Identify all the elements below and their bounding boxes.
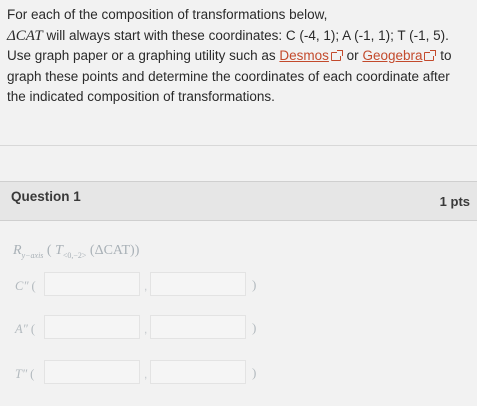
reflection-axis: y−axis [21, 250, 44, 260]
triangle-argument: (ΔCAT)) [89, 243, 140, 258]
question-header [0, 181, 477, 221]
or-text: or [342, 48, 363, 63]
question-title: Question 1 [11, 189, 81, 204]
translation-symbol: T [55, 243, 63, 258]
instructions [7, 5, 475, 108]
external-link-icon [424, 52, 434, 61]
to-text: to [436, 48, 452, 63]
close-paren: ) [252, 365, 257, 380]
answer-label-a: A″ ( [15, 322, 36, 336]
coordinates-text: will always start with these coordinates: C (-4, 1); A (-1, 1); T (-1, 5). [42, 27, 449, 43]
answer-row-t [0, 360, 477, 390]
a-x-input[interactable] [44, 315, 140, 339]
translation-vector: <0,−2> [62, 250, 87, 260]
instructions-line-1: For each of the composition of transformations below, [7, 7, 328, 22]
a-y-input[interactable] [150, 315, 246, 339]
section-divider [0, 145, 477, 146]
comma: , [144, 279, 148, 293]
c-x-input[interactable] [44, 272, 140, 296]
instructions-line-4: graph these points and determine the coordinates of each coordinate after [7, 68, 450, 84]
answer-row-c [0, 272, 477, 302]
instructions-line-2 [7, 26, 475, 47]
triangle-cat: ΔCAT [7, 27, 43, 44]
transformation-expression [13, 243, 139, 260]
answer-label-c: C″ ( [15, 279, 36, 293]
external-link-icon [331, 52, 341, 61]
comma: , [144, 322, 148, 336]
t-x-input[interactable] [44, 360, 140, 384]
close-paren: ) [252, 320, 257, 335]
open-paren: ( [46, 243, 52, 258]
graph-paper-text: Use graph paper or a graphing utility such as [7, 48, 280, 63]
answer-label-t: T″ ( [15, 367, 35, 381]
instructions-line-5: the indicated composition of transformations. [7, 89, 275, 104]
comma: , [144, 367, 148, 381]
geogebra-link[interactable]: Geogebra [362, 48, 423, 63]
desmos-link[interactable]: Desmos [279, 48, 329, 63]
c-y-input[interactable] [150, 272, 246, 296]
close-paren: ) [252, 277, 257, 292]
question-points: 1 pts [439, 194, 470, 209]
instructions-line-3 [7, 46, 475, 67]
reflection-symbol: R [13, 243, 22, 258]
answer-row-a [0, 315, 477, 345]
t-y-input[interactable] [150, 360, 246, 384]
